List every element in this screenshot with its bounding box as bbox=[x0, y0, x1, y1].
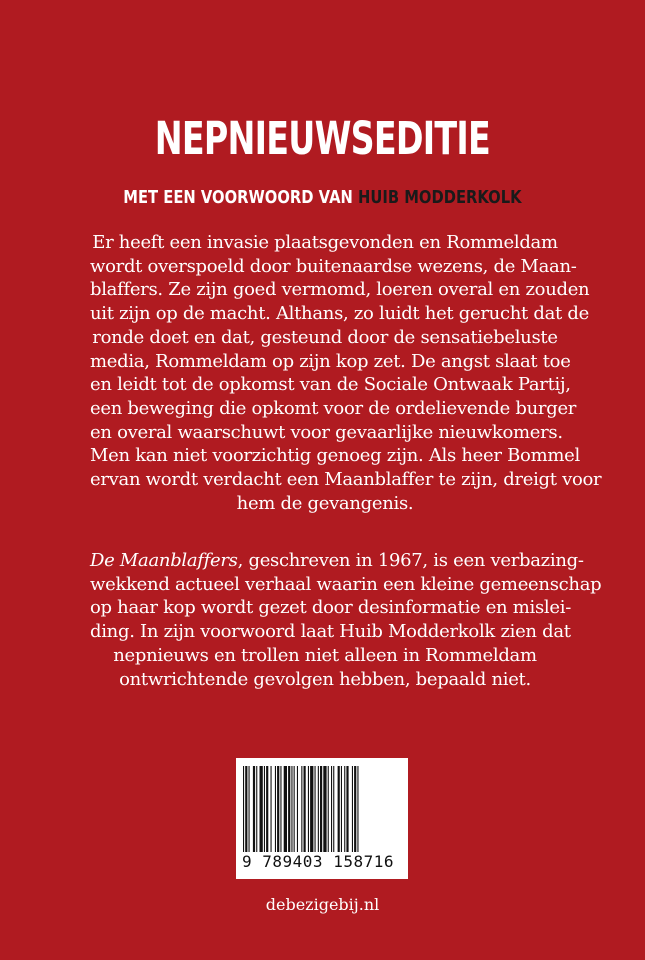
barcode-bar bbox=[333, 766, 334, 852]
barcode-bar bbox=[280, 766, 281, 852]
barcode-bar bbox=[264, 766, 265, 852]
blurb-line-rest: , geschreven in 1967, is een verbazing- bbox=[237, 550, 584, 571]
barcode-bar bbox=[308, 766, 309, 852]
cover-subtitle bbox=[58, 186, 587, 210]
barcode-bar bbox=[266, 766, 268, 852]
barcode-bar bbox=[328, 766, 329, 852]
blurb-line: ontwrichtende gevolgen hebben, bepaald niet. bbox=[119, 668, 531, 690]
barcode-bar bbox=[331, 766, 332, 852]
barcode-bar bbox=[315, 766, 316, 852]
blurb-line: nepnieuws en trollen niet alleen in Rommeldam bbox=[113, 644, 537, 666]
blurb-line: en leidt tot de opkomst van de Sociale Ontwaak Partij, bbox=[90, 374, 571, 396]
barcode-bar bbox=[297, 766, 298, 852]
barcode-bars bbox=[243, 766, 401, 852]
barcode-bar bbox=[338, 766, 340, 852]
blurb-line: uit zijn op de macht. Althans, zo luidt het gerucht dat de bbox=[90, 303, 589, 325]
isbn-barcode bbox=[236, 758, 408, 879]
blurb-line: op haar kop wordt gezet door desinformatie en mislei- bbox=[90, 597, 571, 619]
blurb-line: en overal waarschuwt voor gevaarlijke nieuwkomers. bbox=[90, 421, 563, 443]
blurb-line bbox=[90, 549, 584, 573]
blurb-line: ervan wordt verdacht een Maanblaffer te zijn, dreigt voor bbox=[90, 469, 602, 491]
cover-title: NEPNIEUWSEDITIE bbox=[154, 112, 491, 165]
barcode-bar bbox=[341, 766, 342, 852]
barcode-bar bbox=[260, 766, 263, 852]
blurb-line: ronde doet en dat, gesteund door de sensatiebeluste bbox=[92, 326, 558, 348]
barcode-bar bbox=[288, 766, 290, 852]
blurb-line: een beweging die opkomt voor de ordelievende burger bbox=[90, 397, 577, 419]
barcode-bar bbox=[291, 766, 292, 852]
barcode-bar bbox=[323, 766, 326, 852]
isbn-digits: 9 789403 158716 bbox=[242, 852, 394, 871]
barcode-bar bbox=[284, 766, 287, 852]
subtitle-author: HUIB MODDERKOLK bbox=[357, 187, 522, 208]
barcode-bar bbox=[294, 766, 295, 852]
blurb-line: wekkend actueel verhaal waarin een kleine gemeenschap bbox=[90, 573, 602, 595]
barcode-bar bbox=[245, 766, 247, 852]
blurb-line: Er heeft een invasie plaatsgevonden en Rommeldam bbox=[92, 232, 558, 253]
barcode-bar bbox=[357, 766, 358, 852]
barcode-bar bbox=[304, 766, 306, 852]
blurb-paragraph-1 bbox=[90, 231, 602, 515]
barcode-bar bbox=[275, 766, 276, 852]
barcode-bar bbox=[320, 766, 322, 852]
barcode-bar bbox=[243, 766, 244, 852]
barcode-bar bbox=[256, 766, 257, 852]
barcode-bar bbox=[318, 766, 319, 852]
blurb-line: media, Rommeldam op zijn kop zet. De angst slaat toe bbox=[90, 350, 571, 372]
blurb-line: ding. In zijn voorwoord laat Huib Modderkolk zien dat bbox=[90, 621, 571, 643]
book-title-italic: De Maanblaffers bbox=[90, 550, 238, 571]
barcode-bar bbox=[344, 766, 345, 852]
blurb-paragraph-2 bbox=[90, 549, 602, 691]
blurb-line: Men kan niet voorzichtig genoeg zijn. Als heer Bommel bbox=[90, 445, 580, 467]
barcode-bar bbox=[310, 766, 313, 852]
barcode-bar bbox=[354, 766, 356, 852]
blurb-line: hem de gevangenis. bbox=[236, 492, 414, 514]
subtitle-prefix: MET EEN VOORWOORD VAN bbox=[123, 187, 353, 208]
blurb-line: blaffers. Ze zijn goed vermomd, loeren overal en zouden bbox=[90, 279, 590, 301]
barcode-bar bbox=[277, 766, 279, 852]
barcode-bar bbox=[271, 766, 272, 852]
barcode-bar bbox=[352, 766, 353, 852]
blurb-line: wordt overspoeld door buitenaardse wezens, de Maan- bbox=[90, 255, 577, 277]
barcode-bar bbox=[346, 766, 348, 852]
publisher-website: debezigebij.nl bbox=[265, 895, 380, 914]
barcode-bar bbox=[301, 766, 302, 852]
barcode-bar bbox=[253, 766, 255, 852]
barcode-bar bbox=[249, 766, 250, 852]
